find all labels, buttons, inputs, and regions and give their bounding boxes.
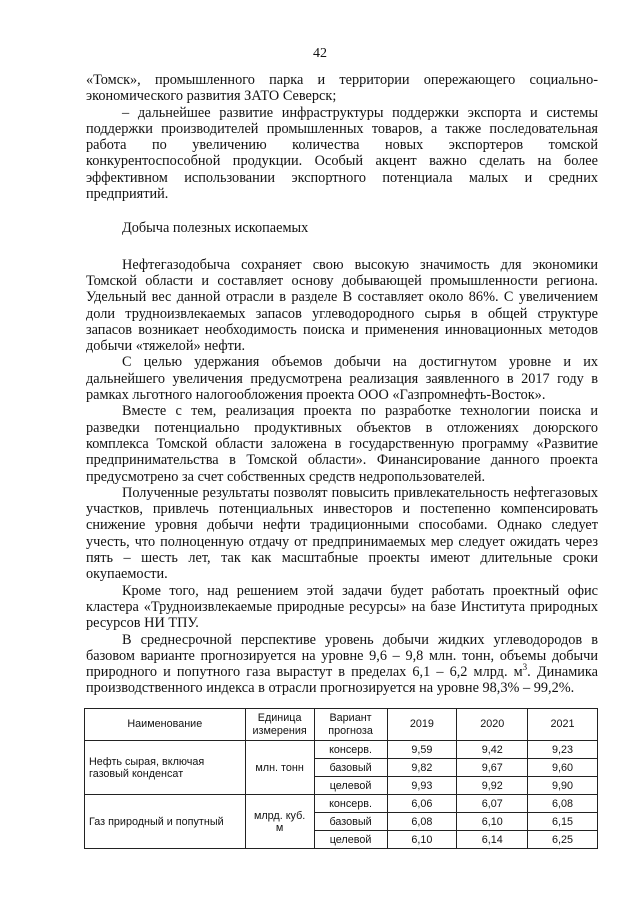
table-row: [85, 741, 598, 759]
cell-value: 6,08: [528, 795, 598, 813]
paragraph-8-part-2: . Динамика производственного индекса в отрасли прогнозируется на уровне 98,3% – 99,2%.: [86, 664, 599, 697]
cell-variant: консерв.: [314, 795, 387, 813]
cell-value: 9,67: [457, 759, 528, 777]
header-2019: 2019: [387, 709, 457, 741]
header-unit: Единица измерения: [245, 709, 314, 741]
cell-value: 6,10: [387, 831, 457, 849]
cell-value: 9,93: [387, 777, 457, 795]
cell-value: 6,07: [457, 795, 528, 813]
header-name: Наименование: [85, 709, 246, 741]
cell-value: 6,14: [457, 831, 528, 849]
paragraph-3: Нефтегазодобыча сохраняет свою высокую значимость для экономики Томской области и составляет основу добывающей промышленности региона. Удельный вес данной отрасли в разделе В составляет около 86%. С увеличением доли трудноизвлекаемых запасов углеводородного сырья в общей структуре запасов возникает необходимость поиска и применения инновационных методов добычи «тяжелой» нефти.: [86, 256, 598, 355]
paragraph-8-part-1: В среднесрочной перспективе уровень добычи жидких углеводородов в базовом варианте прогнозируется на уровне 9,6 – 9,8 млн. тонн, объемы добычи природного и попутного газа вырастут в пределах 6,1 – 6,2 млрд. м: [86, 631, 598, 681]
cell-value: 9,82: [387, 759, 457, 777]
cell-value: 9,23: [528, 741, 598, 759]
cell-value: 6,06: [387, 795, 457, 813]
paragraph-8: [86, 632, 598, 697]
row-name-oil: Нефть сырая, включая газовый конденсат: [85, 741, 246, 795]
superscript-3: 3: [522, 662, 528, 673]
row-unit-oil: млн. тонн: [245, 741, 314, 795]
header-2020: 2020: [457, 709, 528, 741]
paragraph-5: Вместе с тем, реализация проекта по разработке технологии поиска и разведки потенциально продуктивных объектов в отложениях доюрского комплекса Томской области заложена в государственную программу «Развитие предпринимательства в Томской области». Финансирование данного проекта предусмотрено за счет собственных средств недропользователей.: [86, 403, 598, 485]
table-header-row: [85, 709, 598, 741]
cell-value: 6,10: [457, 813, 528, 831]
paragraph-6: Полученные результаты позволят повысить привлекательность нефтегазовых участков, привлечь потенциальных инвесторов и постепенно компенсировать снижение уровня добычи нефти традиционными способами. Однако следует учесть, что полноценную отдачу от предпринимаемых мер следует ожидать через пять – шесть лет, так как масштабные проекты имеют длительные сроки окупаемости.: [86, 484, 598, 583]
paragraph-1: «Томск», промышленного парка и территории опережающего социально-экономического развития ЗАТО Северск;: [86, 72, 598, 105]
cell-value: 9,59: [387, 741, 457, 759]
paragraph-4: С целью удержания объемов добычи на достигнутом уровне и их дальнейшего увеличения предусмотрена реализация заявленного в 2017 году в рамках льготного налогообложения проекта ООО «Газпромнефть-Восток».: [86, 354, 598, 404]
cell-value: 6,15: [528, 813, 598, 831]
table-row: [85, 795, 598, 813]
paragraph-2: – дальнейшее развитие инфраструктуры поддержки экспорта и системы поддержки производителей промышленных товаров, а также последовательная работа по увеличению количества новых экспортеров томской конкурентоспособной продукции. Особый акцент важно сделать на более эффективном использовании экспортного потенциала малых и средних предприятий.: [86, 104, 598, 203]
cell-variant: консерв.: [314, 741, 387, 759]
page-number: 42: [313, 46, 327, 61]
cell-variant: целевой: [314, 777, 387, 795]
cell-variant: целевой: [314, 831, 387, 849]
body-text: [86, 72, 598, 697]
cell-value: 9,92: [457, 777, 528, 795]
section-heading: Добыча полезных ископаемых: [122, 220, 309, 237]
cell-value: 9,90: [528, 777, 598, 795]
production-forecast-table: [84, 708, 598, 849]
cell-value: 6,08: [387, 813, 457, 831]
row-unit-gas: млрд. куб. м: [245, 795, 314, 849]
header-variant: Вариант прогноза: [314, 709, 387, 741]
cell-value: 9,42: [457, 741, 528, 759]
row-name-gas: Газ природный и попутный: [85, 795, 246, 849]
paragraph-7: Кроме того, над решением этой задачи будет работать проектный офис кластера «Трудноизвлекаемые природные ресурсы» на базе Института природных ресурсов НИ ТПУ.: [86, 582, 598, 632]
header-2021: 2021: [528, 709, 598, 741]
cell-value: 9,60: [528, 759, 598, 777]
cell-value: 6,25: [528, 831, 598, 849]
cell-variant: базовый: [314, 759, 387, 777]
cell-variant: базовый: [314, 813, 387, 831]
